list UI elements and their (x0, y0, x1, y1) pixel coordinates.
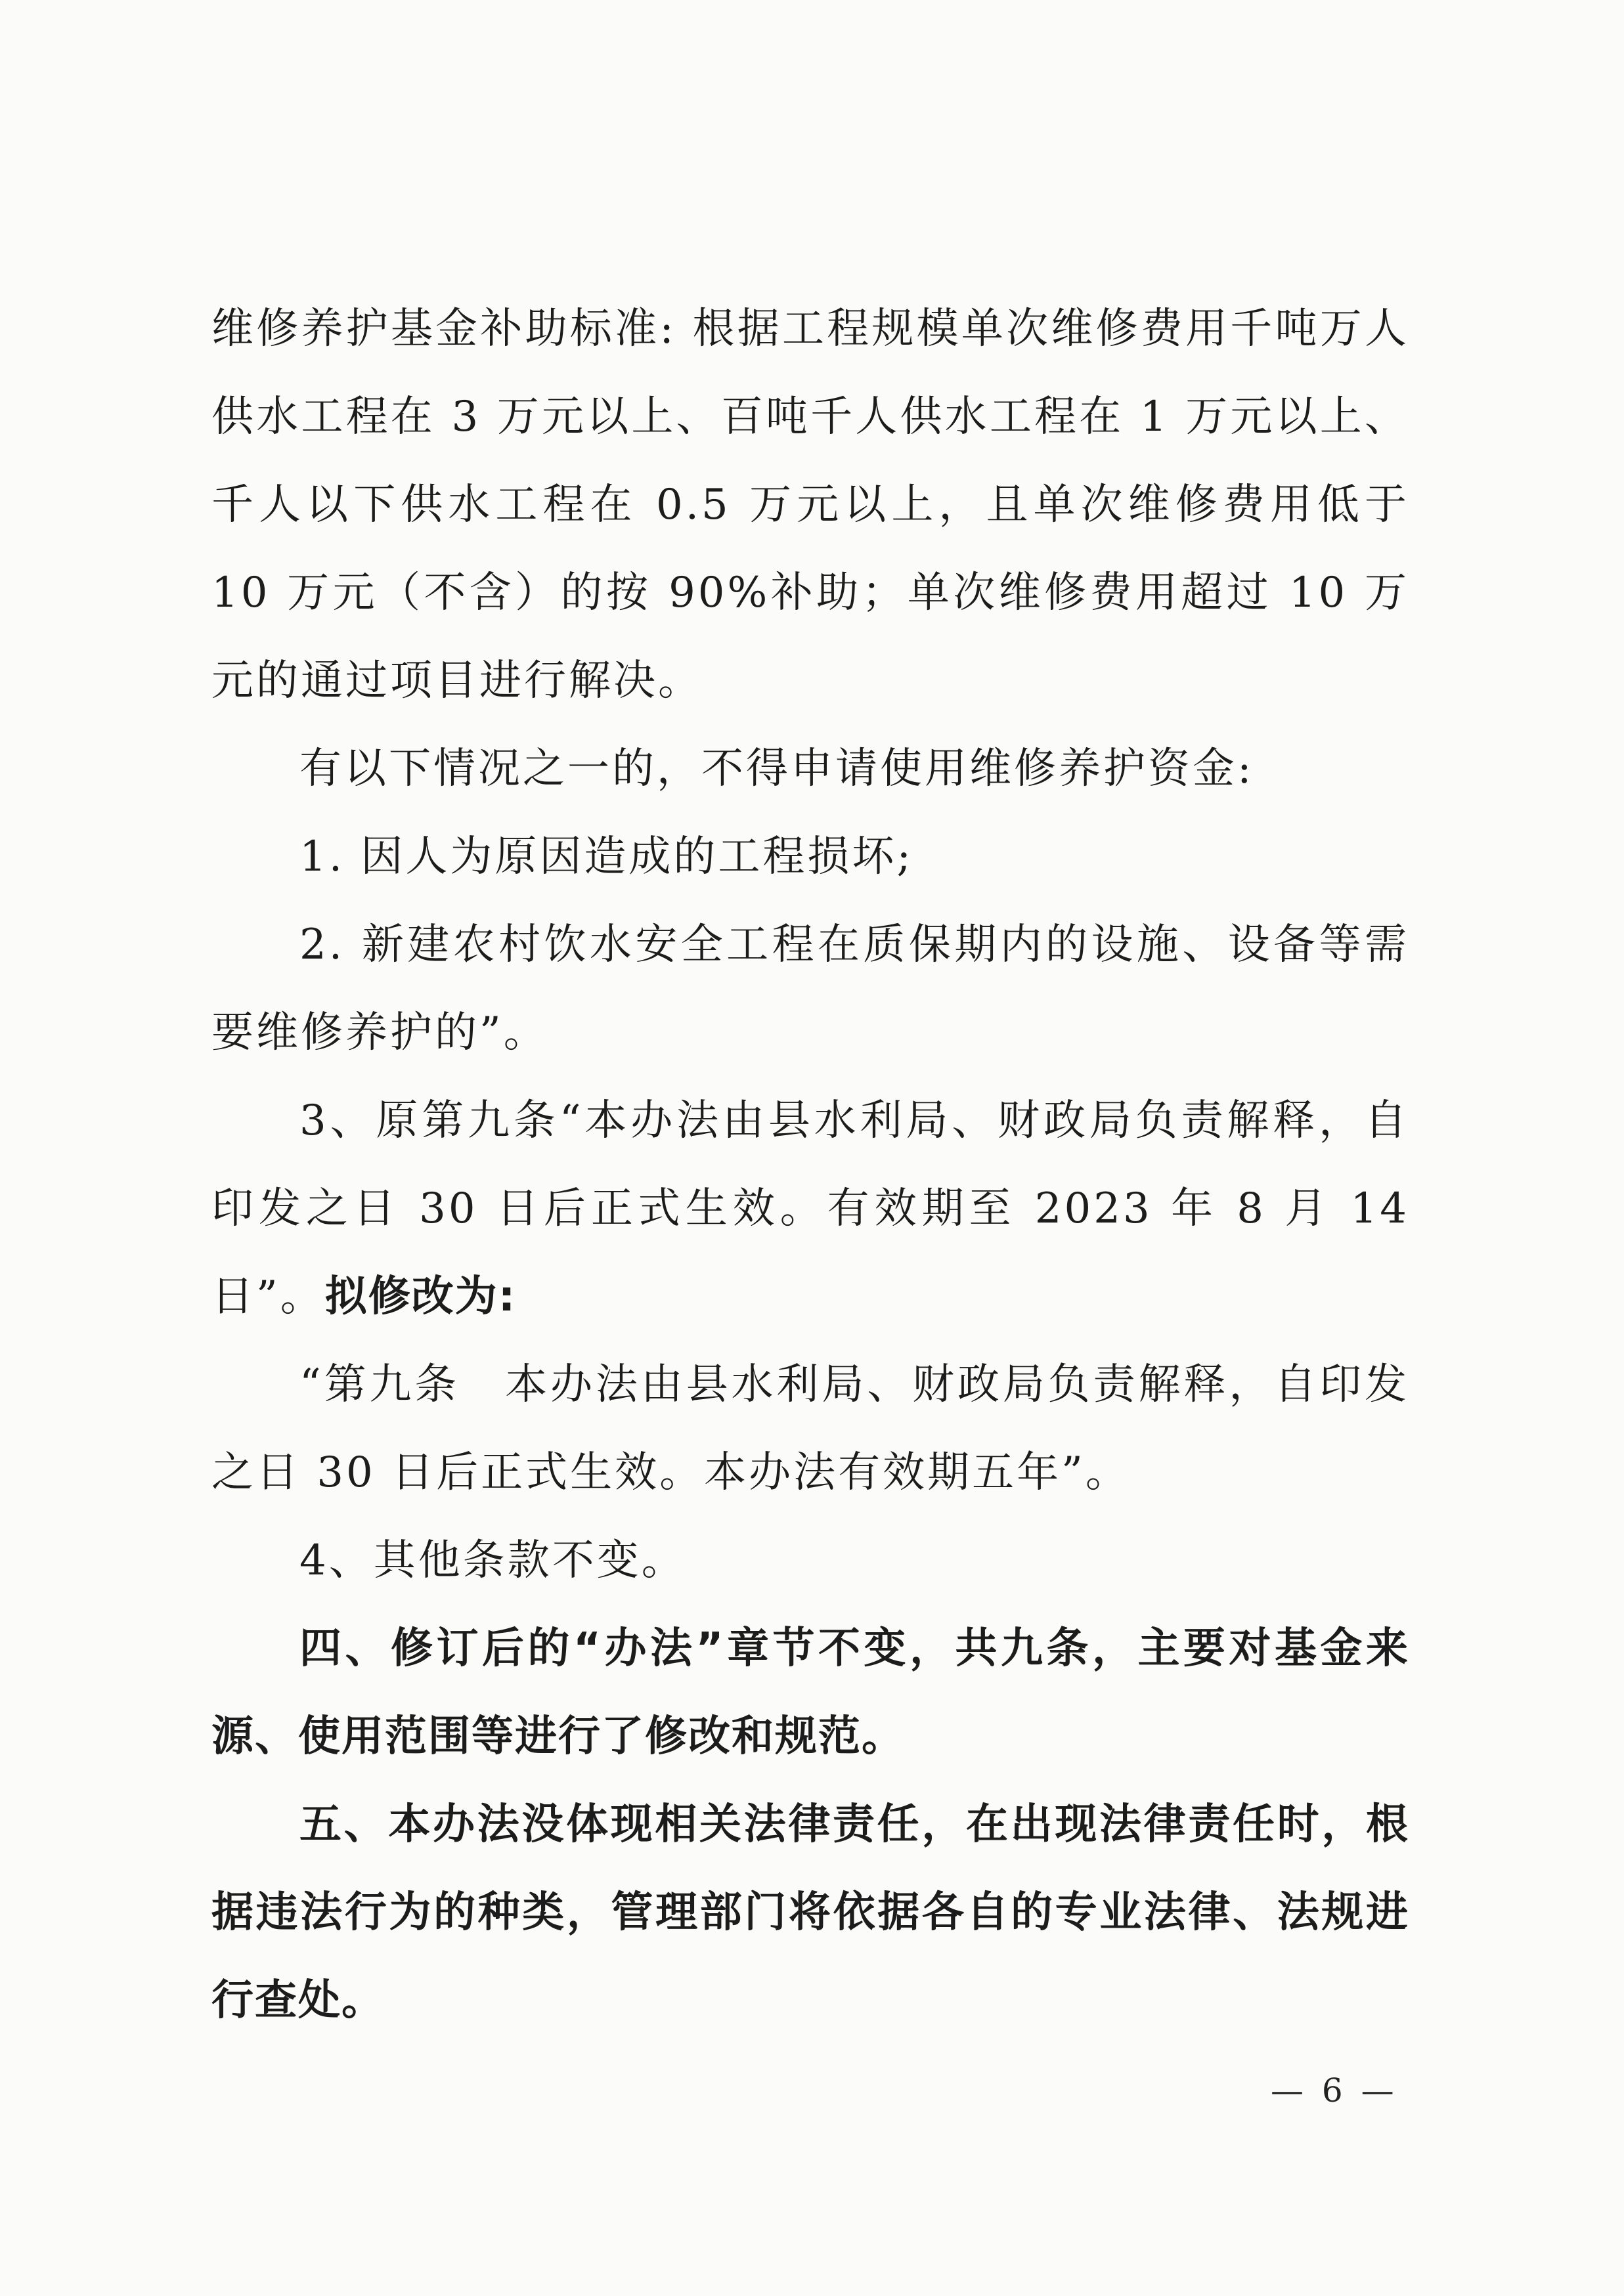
page-number: — 6 — (1271, 2071, 1398, 2110)
paragraph-article-nine-revised: “第九条 本办法由县水利局、财政局负责解释，自印发之日 30 日后正式生效。本办法有效期五年”。 (211, 1360, 1409, 1497)
paragraph-section-four: 四、修订后的“办法”章节不变，共九条，主要对基金来源、使用范围等进行了修改和规范。 (211, 1624, 1409, 1761)
paragraph-article-nine-original (211, 1077, 1409, 1341)
paragraph-exclusion-2: 2. 新建农村饮水安全工程在质保期内的设施、设备等需要维修养护的”。 (211, 921, 1409, 1057)
paragraph-section-five: 五、本办法没体现相关法律责任，在出现法律责任时，根据违法行为的种类，管理部门将依据各自的专业法律、法规进行查处。 (211, 1800, 1409, 2025)
paragraph-exclusion-1: 1. 因人为原因造成的工程损坏; (299, 833, 913, 881)
paragraph-other-clauses: 4、其他条款不变。 (299, 1536, 686, 1585)
document-body (211, 285, 1409, 2045)
paragraph-subsidy-standard: 维修养护基金补助标准: 根据工程规模单次维修费用千吨万人供水工程在 3 万元以上、百吨千人供水工程在 1 万元以上、千人以下供水工程在 0.5 万元以上，且单次维修费用低于 10 万元（不含）的按 90%补助；单次维修费用超过 10 万元的通过项目进行解决。 (211, 305, 1409, 705)
paragraph-exclusions-intro: 有以下情况之一的，不得申请使用维修养护资金: (299, 745, 1254, 793)
article-nine-original-text: 3、原第九条“本办法由县水利局、财政局负责解释，自印发之日 30 日后正式生效。有效期至 2023 年 8 月 14 日”。 (211, 1096, 1409, 1321)
proposed-revision-label: 拟修改为: (324, 1272, 517, 1321)
